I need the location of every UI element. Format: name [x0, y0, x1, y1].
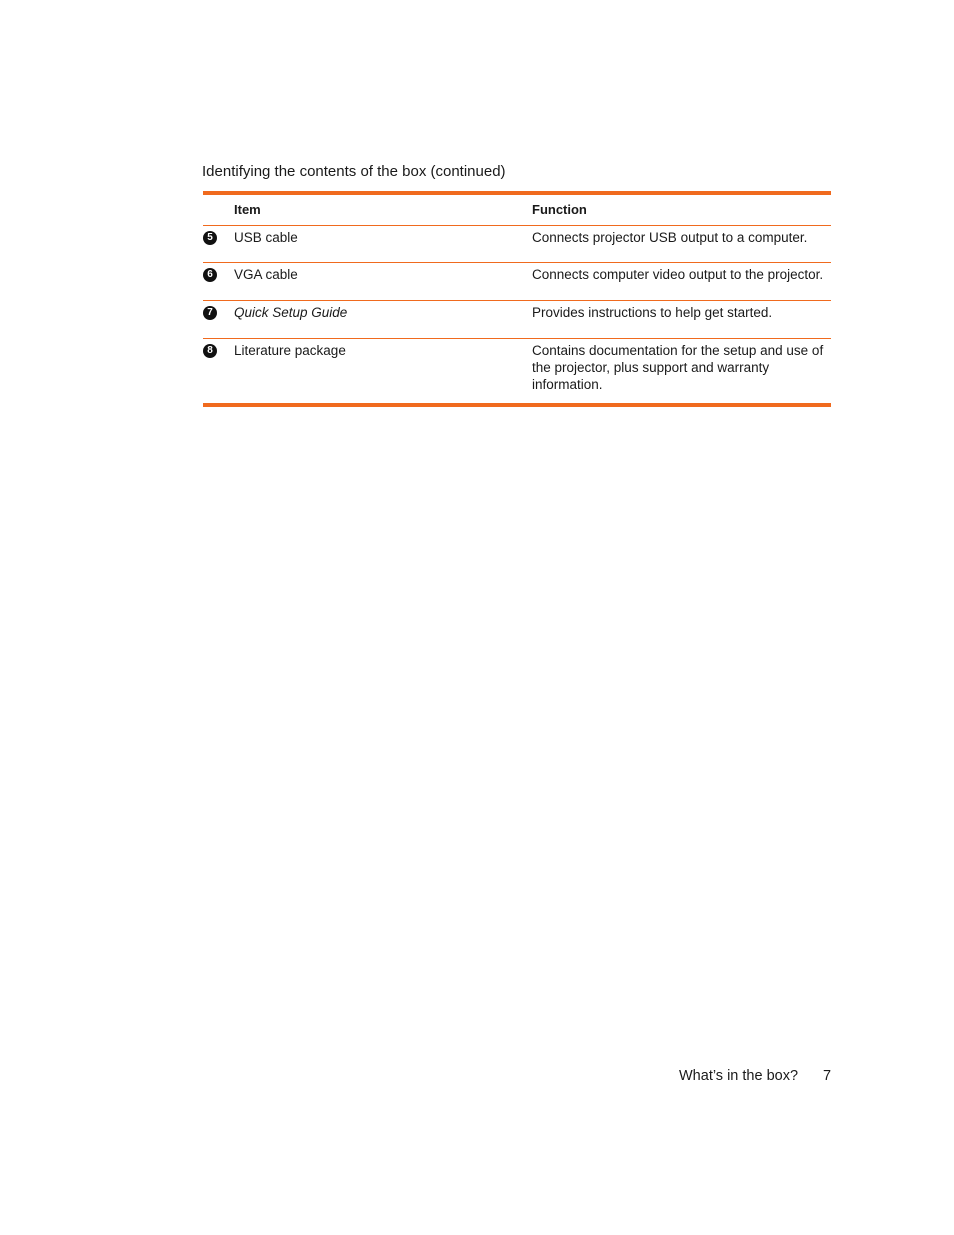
table-row — [203, 339, 831, 403]
callout-number-badge: 8 — [203, 344, 217, 358]
function-cell: Provides instructions to help get started. — [532, 305, 773, 320]
callout-number-badge: 5 — [203, 231, 217, 245]
item-cell: VGA cable — [234, 267, 298, 282]
callout-number-badge: 7 — [203, 306, 217, 320]
function-cell: Contains documentation for the setup and use of the projector, plus support and warranty information. — [532, 343, 824, 392]
callout-number-badge: 6 — [203, 268, 217, 282]
item-column-header: Item — [234, 202, 261, 217]
contents-table — [203, 191, 831, 407]
item-cell: Literature package — [234, 343, 346, 358]
table-caption: Identifying the contents of the box (continued) — [202, 163, 506, 180]
function-column-header: Function — [532, 202, 587, 217]
table-row — [203, 263, 831, 301]
table-header-row — [203, 195, 831, 226]
page-number: 7 — [823, 1068, 832, 1084]
table-row — [203, 301, 831, 339]
item-cell: USB cable — [234, 230, 298, 245]
item-cell: Quick Setup Guide — [234, 305, 348, 320]
footer-section-title: What’s in the box? — [679, 1068, 799, 1084]
table-row — [203, 226, 831, 263]
function-cell: Connects projector USB output to a computer. — [532, 230, 808, 245]
function-cell: Connects computer video output to the projector. — [532, 267, 824, 282]
